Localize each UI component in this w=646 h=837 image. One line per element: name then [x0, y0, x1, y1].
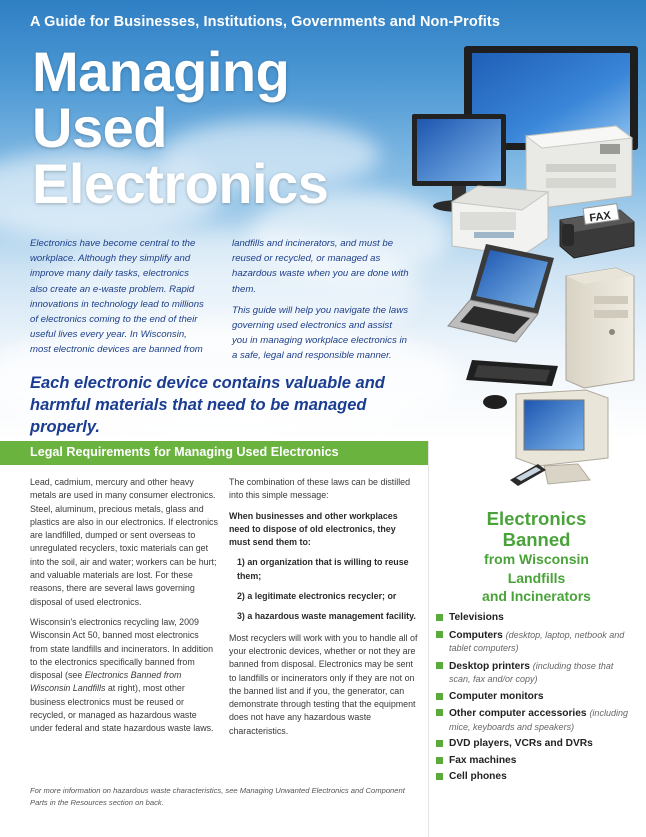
mouse-image — [482, 394, 508, 410]
title-line-2: Used — [32, 96, 167, 159]
sidebar-subtitle-line-1: from Wisconsin — [484, 551, 589, 567]
sidebar-subtitle-line-2: Landfills — [507, 569, 566, 586]
intro-paragraph-3: This guide will help you navigate the laws governing used electronics and assist you in managing workplace electronics in a safe, legal and responsible manner. — [232, 304, 408, 362]
legal-requirements-section-bar — [0, 441, 428, 465]
green-bullet-icon — [436, 614, 443, 621]
banned-electronics-list — [436, 612, 636, 788]
green-bullet-icon — [436, 709, 443, 716]
footnote-text-a: For more information on hazardous waste characteristics, see — [30, 786, 240, 795]
option-legitimate-recycler: 2) a legitimate electronics recycler; or — [237, 591, 397, 602]
item-name: Computer monitors — [449, 690, 544, 702]
banned-electronics-title — [434, 508, 639, 606]
title-line-3: Electronics — [32, 152, 329, 215]
law-text-b: at right), most other business electronics must be reused or recycled, or managed as hazardous waste under federal and state hazardous waste laws. — [30, 683, 214, 734]
list-item — [436, 738, 636, 751]
sidebar-title-line-2: Banned — [502, 529, 571, 550]
footnote — [30, 785, 410, 808]
item-note: (desktop, laptop, netbook and tablet computers) — [449, 629, 625, 653]
heavy-metals-paragraph: Lead, cadmium, mercury and other heavy metals are used in many consumer electronics. Steel, aluminum, precious metals, glass and plastics are also in our electronics. If electronics are landfilled, dumped or sent overseas to unregulated recyclers, toxic materials can get into the soil, air and water; workers can be hurt; and valuable materials are lost. For these reasons, there are several laws governing disposal of used electronics. — [30, 477, 218, 607]
item-name: Other computer accessories — [449, 708, 587, 719]
section-heading: Legal Requirements for Managing Used Electronics — [30, 445, 339, 459]
sidebar-subtitle-line-3: and Incinerators — [482, 588, 591, 604]
green-bullet-icon — [436, 662, 443, 669]
body-middle-column — [229, 476, 419, 745]
sidebar-title-line-1: Electronics — [486, 508, 587, 529]
cell-phone-image — [508, 462, 548, 488]
intro-left-column — [30, 236, 208, 364]
keyboard-image — [466, 356, 562, 390]
tagline: Each electronic device contains valuable and harmful materials that need to be managed properly. — [30, 374, 385, 436]
green-bullet-icon — [436, 631, 443, 638]
item-name: Cell phones — [449, 771, 507, 782]
footnote-text-b: in the Resources section on back. — [47, 797, 164, 807]
option-reuse-organization: 1) an organization that is willing to reuse them; — [237, 557, 409, 581]
recyclers-paragraph: Most recyclers will work with you to handle all of your electronic devices, whether or not they are banned from disposal. Electronics may be sent to landfills or incinerators only if they are not on the banned list and if you, the generator, can demonstrate through testing that the equipment does not have any hazardous waste characteristics. — [229, 632, 418, 736]
wisconsin-law-paragraph — [30, 616, 218, 736]
list-item — [436, 629, 636, 656]
fax-label: FAX — [588, 209, 612, 225]
banned-list-reference: Electronics Banned from Wisconsin Landfills — [30, 670, 182, 694]
audience-kicker: A Guide for Businesses, Institutions, Governments and Non-Profits — [30, 14, 501, 30]
fax-machine-image — [556, 198, 636, 262]
page-title — [32, 40, 362, 215]
disposal-options-list — [229, 556, 419, 623]
item-name: Computers — [449, 629, 503, 641]
law-text-a: Wisconsin's electronics recycling law, 2009 Wisconsin Act 50, banned most electronics from state landfills and incinerators. In addition to the electronics specifically banned from disposal (see — [30, 616, 214, 681]
item-note: (including those that scan, fax and/or copy) — [449, 660, 614, 684]
disposal-message: When businesses and other workplaces need to dispose of old electronics, they must send them to: — [229, 510, 398, 548]
intro-right-column — [232, 236, 410, 370]
green-bullet-icon — [436, 693, 443, 700]
item-name: Fax machines — [449, 754, 517, 766]
item-name: DVD players, VCRs and DVRs — [449, 738, 593, 749]
intro-paragraph-2: landfills and incinerators, and must be reused or recycled, or managed as hazardous waste when you are done with them. — [232, 238, 409, 295]
list-item — [436, 771, 636, 784]
body-left-column — [30, 476, 218, 743]
item-name: Desktop printers — [449, 660, 530, 672]
list-item — [436, 707, 636, 734]
list-item — [436, 755, 636, 768]
green-bullet-icon — [436, 773, 443, 780]
intro-paragraph-1: Electronics have become central to the workplace. Although they simplify and improve many daily tasks, electronics also create an e-waste problem. Rapid innovations in technology lead to millions of electronics coming to the end of their useful lives every year. In Wisconsin, most electronic devices are banned from — [30, 238, 204, 356]
list-item — [436, 660, 636, 687]
option-hazardous-facility: 3) a hazardous waste management facility. — [237, 611, 416, 622]
sidebar-divider — [428, 441, 429, 837]
list-item — [436, 691, 636, 704]
green-bullet-icon — [436, 740, 443, 747]
footnote-reference: Managing Unwanted Electronics and Component Parts — [30, 786, 405, 807]
item-name: Televisions — [449, 612, 504, 623]
item-note: (including mice, keyboards and speakers) — [449, 708, 628, 732]
title-line-1: Managing — [32, 40, 290, 103]
combination-paragraph: The combination of these laws can be distilled into this simple message: — [229, 477, 411, 501]
laptop-image — [446, 238, 566, 344]
desktop-tower-image — [562, 262, 638, 390]
list-item — [436, 612, 636, 625]
green-bullet-icon — [436, 757, 443, 764]
